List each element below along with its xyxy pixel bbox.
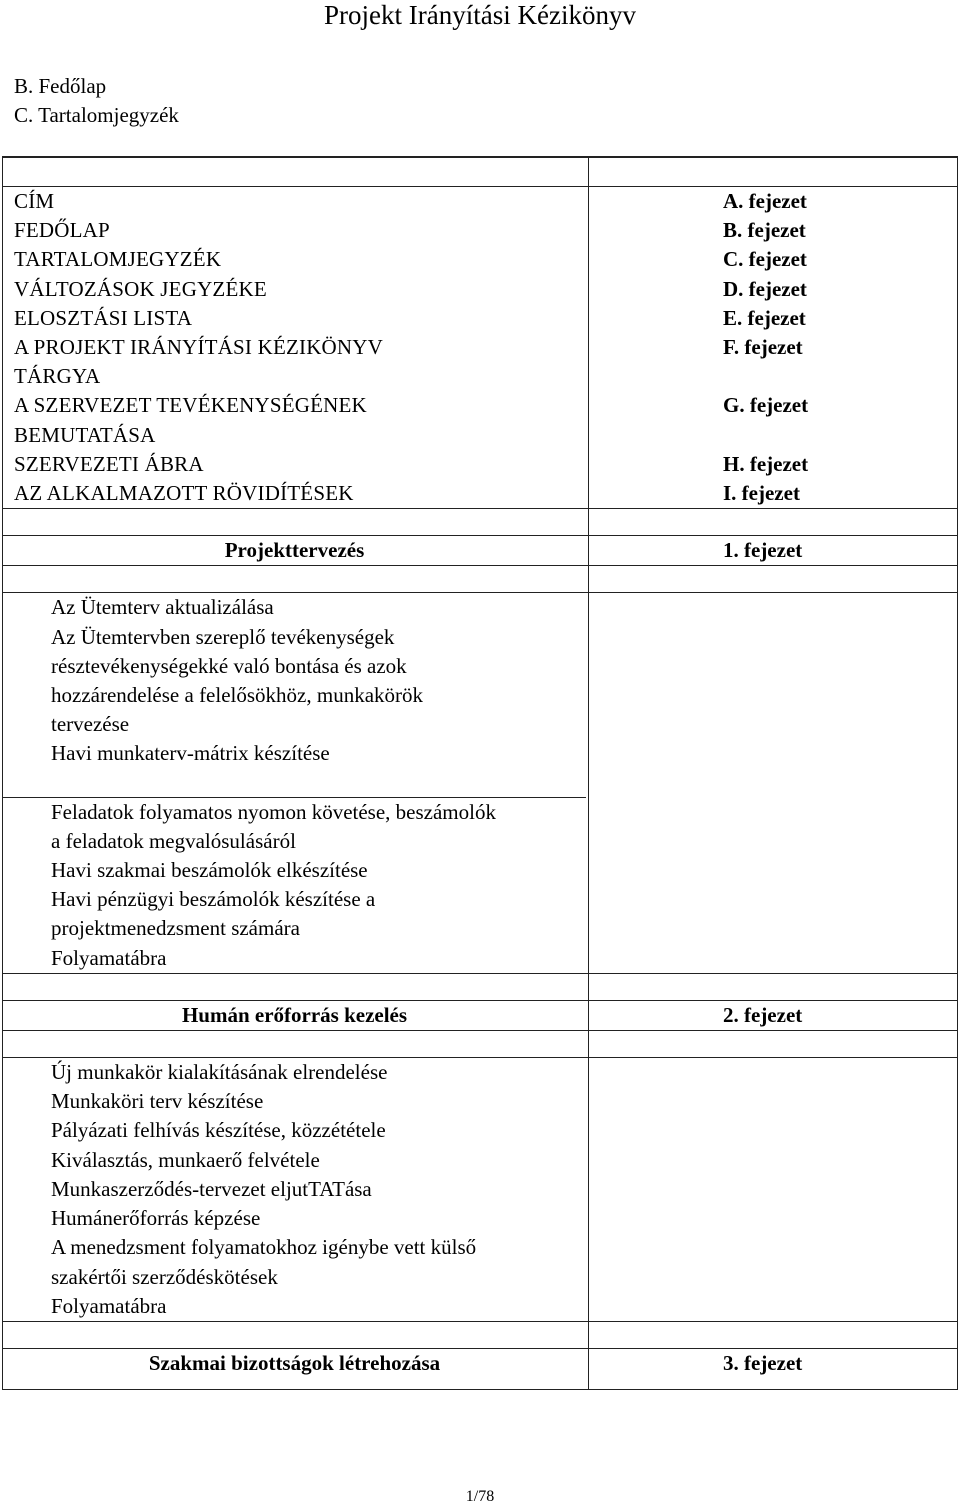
toc-entry: SZERVEZETI ÁBRA xyxy=(14,451,204,476)
toc-entry: ELOSZTÁSI LISTA xyxy=(14,305,193,330)
toc-subentry: Kiválasztás, munkaerő felvétele xyxy=(51,1147,320,1172)
toc-row-section-1 xyxy=(3,535,957,565)
toc-row-section-1-block-2 xyxy=(3,797,957,973)
toc-subentry: hozzárendelése a felelősökhöz, munkakörök xyxy=(51,683,424,708)
toc-row-section-2 xyxy=(3,1000,957,1030)
toc-row-empty xyxy=(3,157,957,186)
toc-entry: CÍM xyxy=(14,189,55,213)
chapter-ref: G. fejezet xyxy=(723,393,809,418)
toc-subentry: Humánerőforrás képzése xyxy=(51,1206,261,1231)
chapter-ref: C. fejezet xyxy=(723,247,807,272)
toc-entry: A SZERVEZET TEVÉKENYSÉGÉNEK xyxy=(14,393,367,418)
toc-subentry: Az Ütemterv aktualizálása xyxy=(51,595,274,620)
header-item-tartalomjegyzek: C. Tartalomjegyzék xyxy=(14,103,179,127)
toc-subentry: tervezése xyxy=(51,712,130,737)
header-list xyxy=(14,72,179,130)
chapter-ref: E. fejezet xyxy=(723,305,806,330)
toc-subentry: Pályázati felhívás készítése, közzététele xyxy=(51,1118,386,1143)
section-3-chapter: 3. fejezet xyxy=(723,1350,803,1375)
section-3-heading: Szakmai bizottságok létrehozása xyxy=(148,1350,441,1375)
front-matter-chapters xyxy=(586,187,957,508)
section-1-block-2-list xyxy=(3,797,586,973)
toc-row-empty xyxy=(3,1030,957,1057)
section-1-block-1-list xyxy=(3,593,586,796)
front-matter-list xyxy=(3,187,586,508)
toc-subentry: résztevékenységekké való bontása és azok xyxy=(51,653,407,678)
toc-subentry: a feladatok megvalósulásáról xyxy=(51,828,296,853)
toc-entry: VÁLTOZÁSOK JEGYZÉKE xyxy=(14,276,267,301)
chapter-ref: H. fejezet xyxy=(723,451,809,476)
toc-row-empty xyxy=(3,565,957,592)
toc-subentry: Havi munkaterv-mátrix készítése xyxy=(51,741,330,766)
chapter-ref xyxy=(723,421,957,450)
toc-subentry: Havi pénzügyi beszámolók készítése a xyxy=(51,887,376,912)
chapter-ref: D. fejezet xyxy=(723,276,807,301)
section-2-chapter: 2. fejezet xyxy=(723,1002,803,1027)
toc-row-front-matter xyxy=(3,186,957,508)
chapter-ref: A. fejezet xyxy=(723,189,807,213)
toc-entry: BEMUTATÁSA xyxy=(14,422,156,447)
toc-subentry: A menedzsment folyamatokhoz igénybe vett külső xyxy=(51,1235,477,1260)
toc-subentry: Havi szakmai beszámolók elkészítése xyxy=(51,858,368,883)
toc-row-section-3 xyxy=(3,1348,957,1389)
toc-row-empty xyxy=(3,1321,957,1348)
toc-subentry: szakértői szerződéskötések xyxy=(51,1264,278,1289)
toc-subentry: Új munkakör kialakításának elrendelése xyxy=(51,1060,388,1085)
toc-subentry: Folyamatábra xyxy=(51,945,167,970)
toc-subentry: Folyamatábra xyxy=(51,1293,167,1318)
chapter-ref: I. fejezet xyxy=(723,481,800,505)
document-title: Projekt Irányítási Kézikönyv xyxy=(324,0,636,30)
section-2-list xyxy=(3,1058,586,1321)
toc-entry: FEDŐLAP xyxy=(14,218,110,243)
toc-row-section-2-items xyxy=(3,1057,957,1321)
toc-entry: AZ ALKALMAZOTT RÖVIDÍTÉSEK xyxy=(14,481,354,506)
toc-row-empty xyxy=(3,508,957,535)
toc-entry: TARTALOMJEGYZÉK xyxy=(14,247,222,272)
toc-row-section-1-block-1 xyxy=(3,592,957,796)
toc-row-empty xyxy=(3,973,957,1000)
header-item-fedolap: B. Fedőlap xyxy=(14,74,107,98)
toc-subentry: Munkaköri terv készítése xyxy=(51,1089,264,1114)
chapter-ref: F. fejezet xyxy=(723,335,803,360)
toc-subentry: Feladatok folyamatos nyomon követése, beszámolók xyxy=(51,799,496,824)
toc-subentry: Munkaszerződés-tervezet eljutTATása xyxy=(51,1176,372,1201)
section-1-heading: Projekttervezés xyxy=(224,538,365,563)
chapter-ref: B. fejezet xyxy=(723,218,806,243)
section-1-chapter: 1. fejezet xyxy=(723,538,803,563)
chapter-ref xyxy=(723,362,957,391)
page-number: 1/78 xyxy=(465,1488,495,1505)
toc-table xyxy=(2,156,958,1390)
toc-subentry: projektmenedzsment számára xyxy=(51,916,300,941)
toc-entry: TÁRGYA xyxy=(14,364,101,389)
toc-subentry: Az Ütemtervben szereplő tevékenységek xyxy=(51,624,395,649)
section-2-heading: Humán erőforrás kezelés xyxy=(181,1002,408,1027)
toc-entry: A PROJEKT IRÁNYÍTÁSI KÉZIKÖNYV xyxy=(14,335,384,360)
